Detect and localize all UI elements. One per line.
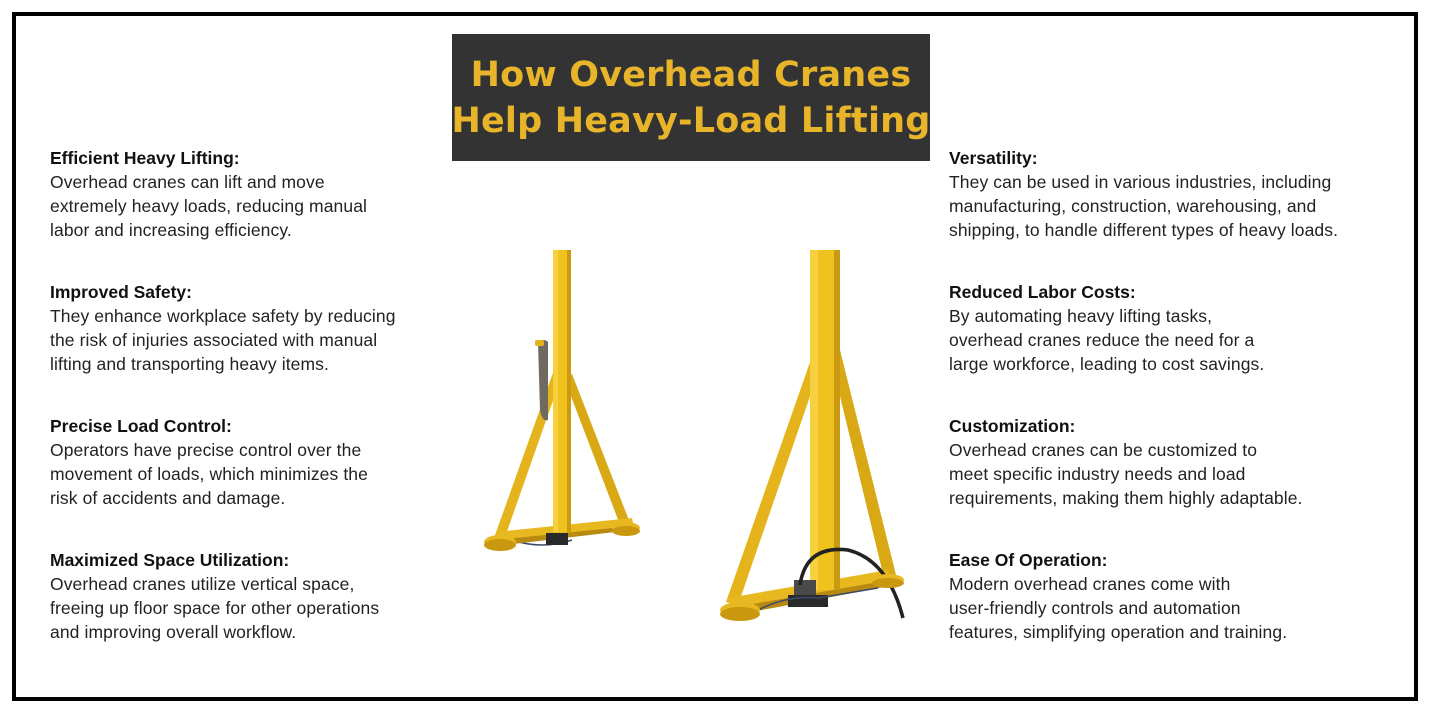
benefit-heading: Efficient Heavy Lifting: — [50, 148, 240, 168]
benefit-text: labor and increasing efficiency. — [50, 220, 292, 240]
benefit-improved-safety — [50, 280, 450, 414]
benefit-versatility — [949, 146, 1389, 280]
benefit-text: meet specific industry needs and load — [949, 464, 1246, 484]
benefit-text: the risk of injuries associated with manual — [50, 330, 378, 350]
benefit-text: Modern overhead cranes come with — [949, 574, 1231, 594]
benefit-ease-of-operation — [949, 548, 1389, 682]
benefit-text: risk of accidents and damage. — [50, 488, 286, 508]
crane-leg-left-image — [482, 250, 642, 555]
title-banner — [452, 34, 930, 161]
benefit-text: manufacturing, construction, warehousing, and — [949, 196, 1317, 216]
crane-leg-right-image — [718, 250, 913, 625]
benefit-reduced-labor-costs — [949, 280, 1389, 414]
benefit-heading: Customization: — [949, 416, 1076, 436]
benefit-text: overhead cranes reduce the need for a — [949, 330, 1255, 350]
benefit-text: lifting and transporting heavy items. — [50, 354, 329, 374]
benefit-heading: Reduced Labor Costs: — [949, 282, 1136, 302]
benefit-heading: Precise Load Control: — [50, 416, 232, 436]
benefit-heading: Versatility: — [949, 148, 1038, 168]
benefit-text: Overhead cranes can lift and move — [50, 172, 325, 192]
benefit-text: requirements, making them highly adaptable. — [949, 488, 1303, 508]
benefit-heading: Improved Safety: — [50, 282, 192, 302]
right-benefits-column — [949, 146, 1389, 682]
benefit-precise-load-control — [50, 414, 450, 548]
benefit-text: features, simplifying operation and training. — [949, 622, 1288, 642]
benefit-text: movement of loads, which minimizes the — [50, 464, 368, 484]
benefit-text: extremely heavy loads, reducing manual — [50, 196, 368, 216]
benefit-text: freeing up floor space for other operations — [50, 598, 380, 618]
benefit-text: and improving overall workflow. — [50, 622, 297, 642]
benefit-maximized-space — [50, 548, 450, 682]
benefit-text: Overhead cranes can be customized to — [949, 440, 1258, 460]
benefit-text: By automating heavy lifting tasks, — [949, 306, 1213, 326]
benefit-customization — [949, 414, 1389, 548]
title-line-2: Help Heavy-Load Lifting — [451, 100, 931, 141]
benefit-heading: Maximized Space Utilization: — [50, 550, 290, 570]
benefit-efficient-heavy-lifting — [50, 146, 450, 280]
benefit-text: Overhead cranes utilize vertical space, — [50, 574, 355, 594]
benefit-text: user-friendly controls and automation — [949, 598, 1241, 618]
benefit-text: Operators have precise control over the — [50, 440, 362, 460]
title-line-1: How Overhead Cranes — [470, 54, 912, 95]
left-benefits-column — [50, 146, 450, 682]
benefit-text: large workforce, leading to cost savings. — [949, 354, 1265, 374]
benefit-text: They enhance workplace safety by reducing — [50, 306, 396, 326]
benefit-heading: Ease Of Operation: — [949, 550, 1108, 570]
benefit-text: They can be used in various industries, including — [949, 172, 1332, 192]
benefit-text: shipping, to handle different types of heavy loads. — [949, 220, 1339, 240]
